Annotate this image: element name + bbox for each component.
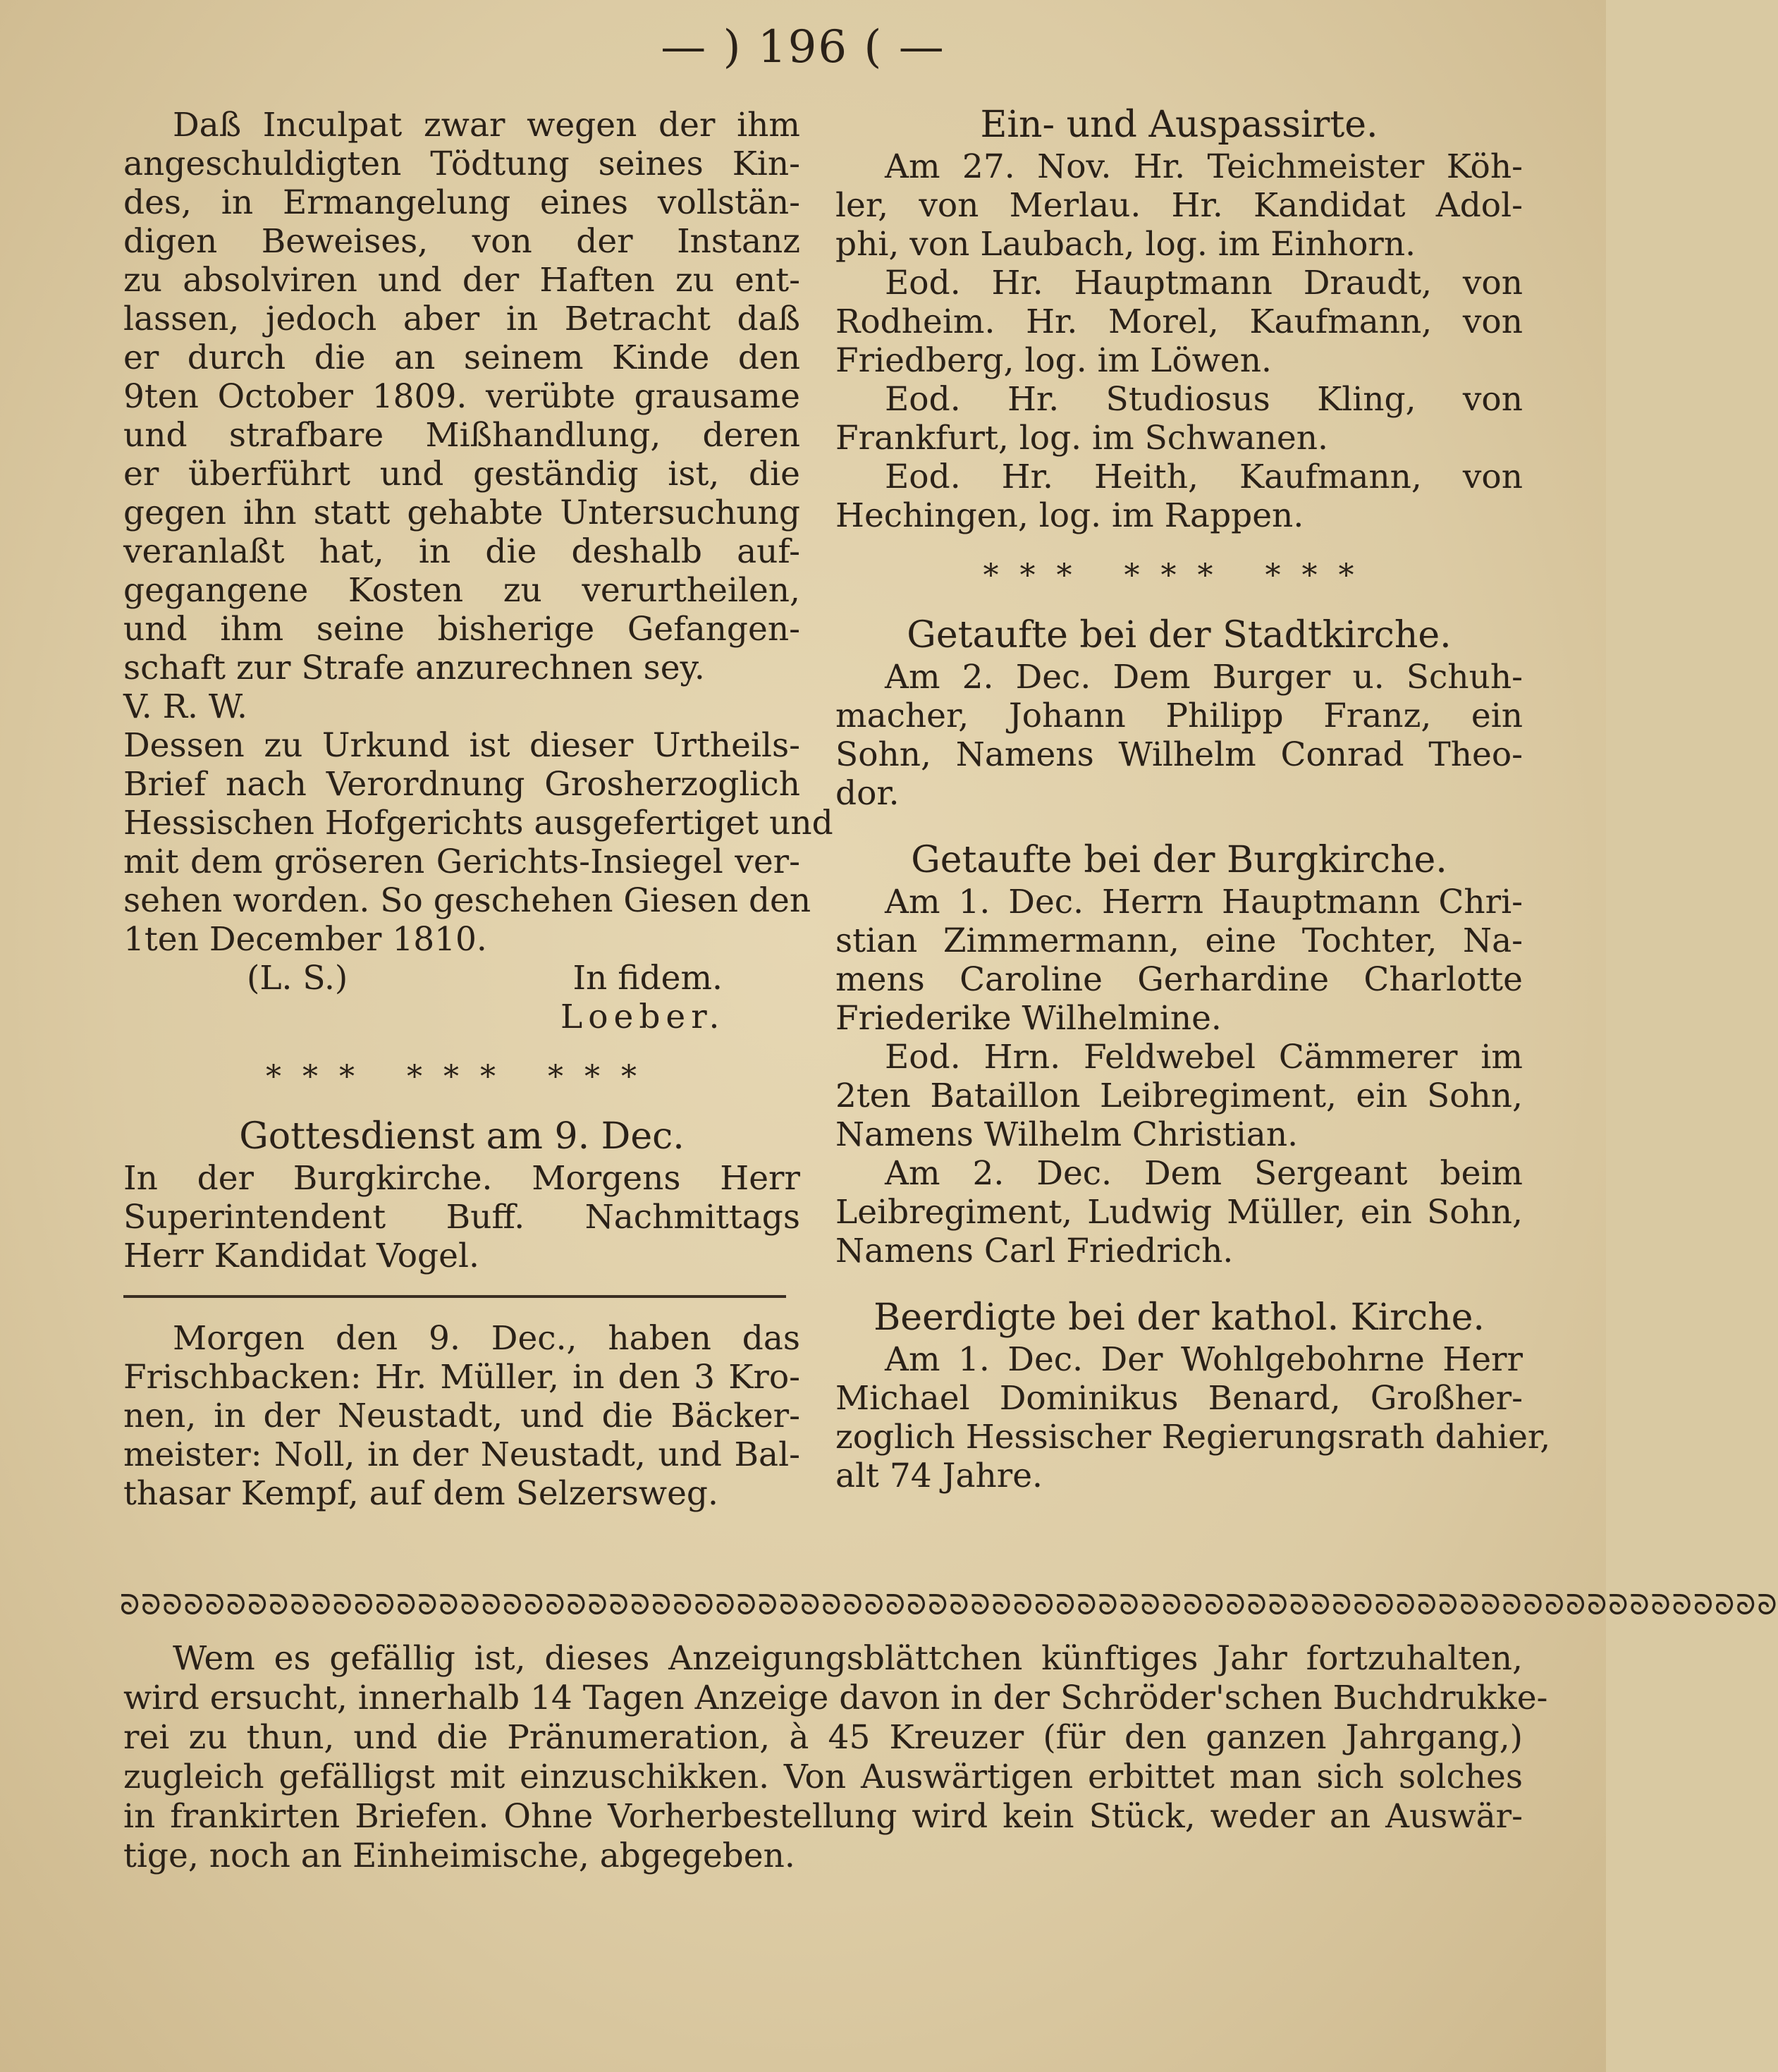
verdict-text — [123, 106, 800, 726]
text-line: und strafbare Mißhandlung, deren — [123, 416, 800, 455]
left-column — [123, 106, 833, 1513]
burg-text — [835, 883, 1523, 1270]
text-line: Wem es gefällig ist, dieses Anzeigungsblättchen künftiges Jahr fortzuhalten, — [173, 1639, 1523, 1678]
text-line: Hessischen Hofgerichts ausgefertiget und — [123, 804, 833, 842]
text-line: gegangene Kosten zu verurtheilen, — [123, 571, 800, 610]
text-line: Michael Dominikus Benard, Großher- — [835, 1379, 1523, 1418]
text-line: Friedberg, log. im Löwen. — [835, 341, 1272, 380]
text-line: Eod. Hr. Hauptmann Draudt, von — [885, 264, 1523, 302]
text-line: mit dem gröseren Gerichts-Insiegel ver- — [123, 842, 800, 881]
text-line: rei zu thun, und die Pränumeration, à 45 Kreuzer (für den ganzen Jahrgang,) — [123, 1718, 1523, 1757]
text-line: des, in Ermangelung eines vollstän- — [123, 183, 800, 222]
text-line: Friederike Wilhelmine. — [835, 999, 1222, 1038]
text-line: Eod. Hrn. Feldwebel Cämmerer im — [885, 1038, 1523, 1077]
text-line: nen, in der Neustadt, und die Bäcker- — [123, 1397, 800, 1435]
text-line: Am 27. Nov. Hr. Teichmeister Köh- — [885, 147, 1523, 186]
travel-heading: Ein- und Auspassirte. — [980, 104, 1378, 146]
text-line: Frankfurt, log. im Schwanen. — [835, 419, 1328, 458]
text-line: veranlaßt hat, in die deshalb auf- — [123, 532, 800, 571]
stadt-heading: Getaufte bei der Stadtkirche. — [907, 614, 1452, 656]
text-line: alt 74 Jahre. — [835, 1457, 1043, 1495]
seal-line — [123, 959, 800, 998]
stars-divider-right: *** *** *** — [983, 558, 1375, 594]
text-line: thasar Kempf, auf dem Selzersweg. — [123, 1474, 718, 1513]
in-fidem: In fidem. — [572, 959, 723, 998]
text-line: Eod. Hr. Heith, Kaufmann, von — [885, 458, 1523, 496]
text-line: 2ten Bataillon Leibregiment, ein Sohn, — [835, 1077, 1523, 1115]
text-line: tige, noch an Einheimische, abgegeben. — [123, 1837, 795, 1875]
burg-heading: Getaufte bei der Burgkirche. — [911, 839, 1447, 881]
horizontal-rule — [123, 1295, 786, 1298]
service-text — [123, 1159, 800, 1275]
travel-text — [835, 147, 1523, 535]
text-line: digen Beweises, von der Instanz — [123, 222, 800, 261]
certification-text — [123, 726, 833, 959]
text-line: er überführt und geständig ist, die — [123, 455, 800, 494]
text-line: Am 2. Dec. Dem Burger u. Schuh- — [885, 658, 1523, 697]
signer-name: Loeber. — [560, 998, 725, 1036]
text-line: Frischbacken: Hr. Müller, in den 3 Kro- — [123, 1358, 800, 1397]
text-line: er durch die an seinem Kinde den — [123, 338, 800, 377]
subscription-notice — [123, 1639, 1548, 1876]
text-line: zoglich Hessischer Regierungsrath dahier, — [835, 1418, 1551, 1457]
text-line: in frankirten Briefen. Ohne Vorherbestellung wird kein Stück, weder an Auswär- — [123, 1797, 1523, 1836]
text-line: wird ersucht, innerhalb 14 Tagen Anzeige davon in der Schröder'schen Buchdrukke- — [123, 1679, 1548, 1717]
text-line: mens Caroline Gerhardine Charlotte — [835, 960, 1523, 999]
text-line: Am 1. Dec. Der Wohlgebohrne Herr — [885, 1340, 1523, 1379]
text-line: Am 2. Dec. Dem Sergeant beim — [885, 1154, 1523, 1193]
text-line: Brief nach Verordnung Grosherzoglich — [123, 765, 800, 804]
text-line: Dessen zu Urkund ist dieser Urtheils- — [123, 726, 800, 765]
text-line: Sohn, Namens Wilhelm Conrad Theo- — [835, 735, 1523, 774]
stadt-text — [835, 658, 1523, 813]
text-line: Namens Carl Friedrich. — [835, 1232, 1234, 1270]
ornamental-border: ᘐᘐᘐᘐᘐᘐᘐᘐᘐᘐᘐᘐᘐᘐᘐᘐᘐᘐᘐᘐᘐᘐᘐᘐᘐᘐᘐᘐᘐᘐᘐᘐᘐᘐᘐᘐᘐᘐᘐᘐᘐᘐᘐᘐᘐᘐᘐᘐᘐᘐᘐᘐᘐᘐᘐᘐᘐᘐᘐᘐᘐᘐᘐᘐᘐᘐᘐᘐᘐᘐᘐᘐᘐᘐᘐᘐᘐᘐ — [120, 1589, 1778, 1622]
text-line: Herr Kandidat Vogel. — [123, 1237, 479, 1275]
text-line: V. R. W. — [123, 687, 247, 726]
text-line: Daß Inculpat zwar wegen der ihm — [173, 106, 800, 145]
text-line: meister: Noll, in der Neustadt, und Bal- — [123, 1435, 800, 1474]
text-line: angeschuldigten Tödtung seines Kin- — [123, 145, 800, 183]
bakers-text — [123, 1319, 800, 1513]
text-line: phi, von Laubach, log. im Einhorn. — [835, 225, 1416, 264]
text-line: Namens Wilhelm Christian. — [835, 1115, 1299, 1154]
stars-divider: *** *** *** — [266, 1059, 658, 1095]
text-line: zugleich gefälligst mit einzuschikken. Von Auswärtigen erbittet man sich solches — [123, 1758, 1523, 1796]
text-line: sehen worden. So geschehen Giesen den — [123, 881, 811, 920]
text-line: ler, von Merlau. Hr. Kandidat Adol- — [835, 186, 1523, 225]
text-line: In der Burgkirche. Morgens Herr — [123, 1159, 800, 1198]
text-line: und ihm seine bisherige Gefangen- — [123, 610, 800, 649]
text-line: Am 1. Dec. Herrn Hauptmann Chri- — [885, 883, 1523, 921]
right-column — [835, 104, 1551, 1495]
seal-mark: (L. S.) — [247, 959, 348, 998]
page-number-header: — ) 196 ( — — [661, 21, 945, 73]
text-line: gegen ihn statt gehabte Untersuchung — [123, 494, 800, 532]
text-line: zu absolviren und der Haften zu ent- — [123, 261, 800, 300]
text-line: stian Zimmermann, eine Tochter, Na- — [835, 921, 1523, 960]
burial-heading: Beerdigte bei der kathol. Kirche. — [873, 1296, 1485, 1339]
service-heading: Gottesdienst am 9. Dec. — [239, 1115, 685, 1158]
text-line: Leibregiment, Ludwig Müller, ein Sohn, — [835, 1193, 1523, 1232]
text-line: Eod. Hr. Studiosus Kling, von — [885, 380, 1523, 419]
text-line: 1ten December 1810. — [123, 920, 487, 959]
text-line: schaft zur Strafe anzurechnen sey. — [123, 649, 705, 687]
text-line: macher, Johann Philipp Franz, ein — [835, 697, 1523, 735]
text-line: Morgen den 9. Dec., haben das — [173, 1319, 800, 1358]
text-line: dor. — [835, 774, 900, 813]
signer-line — [123, 998, 800, 1036]
text-line: Hechingen, log. im Rappen. — [835, 496, 1304, 535]
text-line: Superintendent Buff. Nachmittags — [123, 1198, 800, 1237]
text-line: 9ten October 1809. verübte grausame — [123, 377, 800, 416]
text-line: lassen, jedoch aber in Betracht daß — [123, 300, 800, 338]
burial-text — [835, 1340, 1551, 1495]
text-line: Rodheim. Hr. Morel, Kaufmann, von — [835, 302, 1523, 341]
